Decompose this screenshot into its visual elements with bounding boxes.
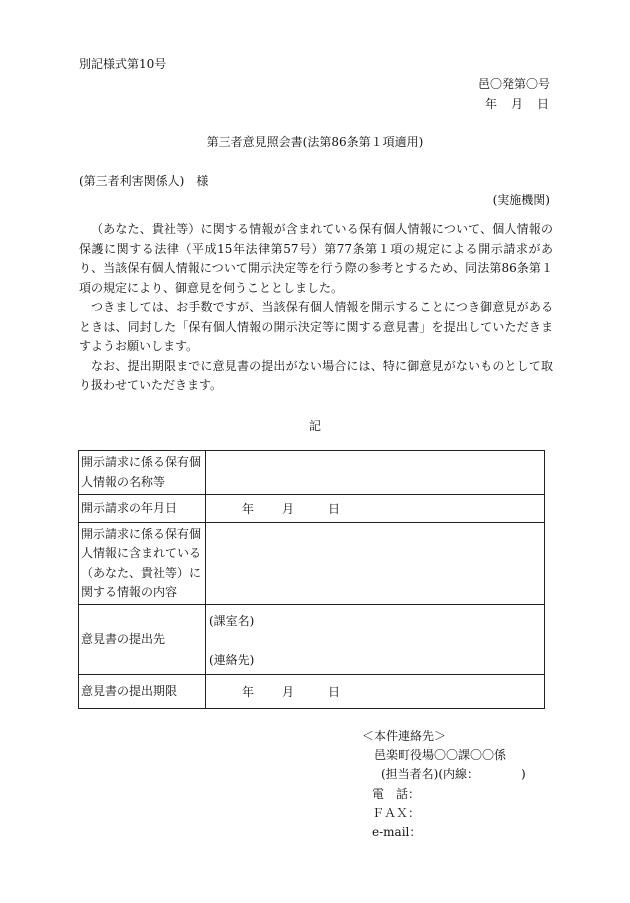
row-value-info-content xyxy=(206,523,545,605)
contact-email: e-mail： xyxy=(372,825,422,839)
body-text xyxy=(79,220,553,396)
contact-tel: 電 話： xyxy=(372,787,421,801)
form-number: 別記様式第10号 xyxy=(79,57,167,71)
row-value-submission-place xyxy=(206,605,545,675)
row-value-info-name xyxy=(206,451,545,495)
contact-person: (担当者名)(内線： ) xyxy=(381,767,526,781)
ki-heading: 記 xyxy=(308,419,321,433)
date-day-label: 日 xyxy=(328,502,341,516)
contact-label: (連絡先) xyxy=(209,653,255,667)
table-row xyxy=(79,675,545,709)
row-value-request-date xyxy=(206,495,545,523)
document-date: 年 月 日 xyxy=(484,97,550,111)
row-label-submission-place: 意見書の提出先 xyxy=(79,605,206,675)
sender: (実施機関) xyxy=(492,193,550,207)
row-label-info-name: 開示請求に係る保有個人情報の名称等 xyxy=(79,451,206,495)
row-label-request-date: 開示請求の年月日 xyxy=(79,495,206,523)
contact-fax: ＦＡＸ： xyxy=(372,806,421,820)
table-row xyxy=(79,605,545,675)
deadline-year-label: 年 xyxy=(242,685,255,699)
table-row xyxy=(79,451,545,495)
info-table xyxy=(78,450,545,709)
deadline-month-label: 月 xyxy=(282,685,295,699)
table-row xyxy=(79,523,545,605)
contact-heading: ＜本件連絡先＞ xyxy=(362,729,447,743)
contact-office: 邑楽町役場〇〇課〇〇係 xyxy=(374,748,507,762)
date-year-label: 年 xyxy=(242,502,255,516)
row-label-deadline: 意見書の提出期限 xyxy=(79,675,206,709)
page-title: 第三者意見照会書(法第86条第１項適用) xyxy=(206,135,424,149)
paragraph-3: なお、提出期限までに意見書の提出がない場合には、特に御意見がないものとして取り扱わせていただきます。 xyxy=(79,358,553,392)
row-value-deadline xyxy=(206,675,545,709)
date-month-label: 月 xyxy=(282,502,295,516)
deadline-day-label: 日 xyxy=(328,685,341,699)
paragraph-1: （あなた、貴社等）に関する情報が含まれている保有個人情報について、個人情報の保護に関する法律（平成15年法律第57号）第77条第１項の規定による開示請求があり、当該保有個人情報について開示決定等を行う際の参考とするため、同法第86条第１項の規定により、御意見を伺うこととしました。 xyxy=(79,222,553,295)
addressee: (第三者利害関係人) 様 xyxy=(79,174,209,188)
paragraph-2: つきましては、お手数ですが、当該保有個人情報を開示することにつき御意見があるときは、同封した「保有個人情報の開示決定等に関する意見書」を提出していただきますようお願いします。 xyxy=(79,300,553,353)
document-number: 邑〇発第〇号 xyxy=(477,77,550,91)
section-name-label: (課室名) xyxy=(209,614,255,628)
row-label-info-content: 開示請求に係る保有個人情報に含まれている（あなた、貴社等）に関する情報の内容 xyxy=(79,523,206,605)
table-row xyxy=(79,495,545,523)
